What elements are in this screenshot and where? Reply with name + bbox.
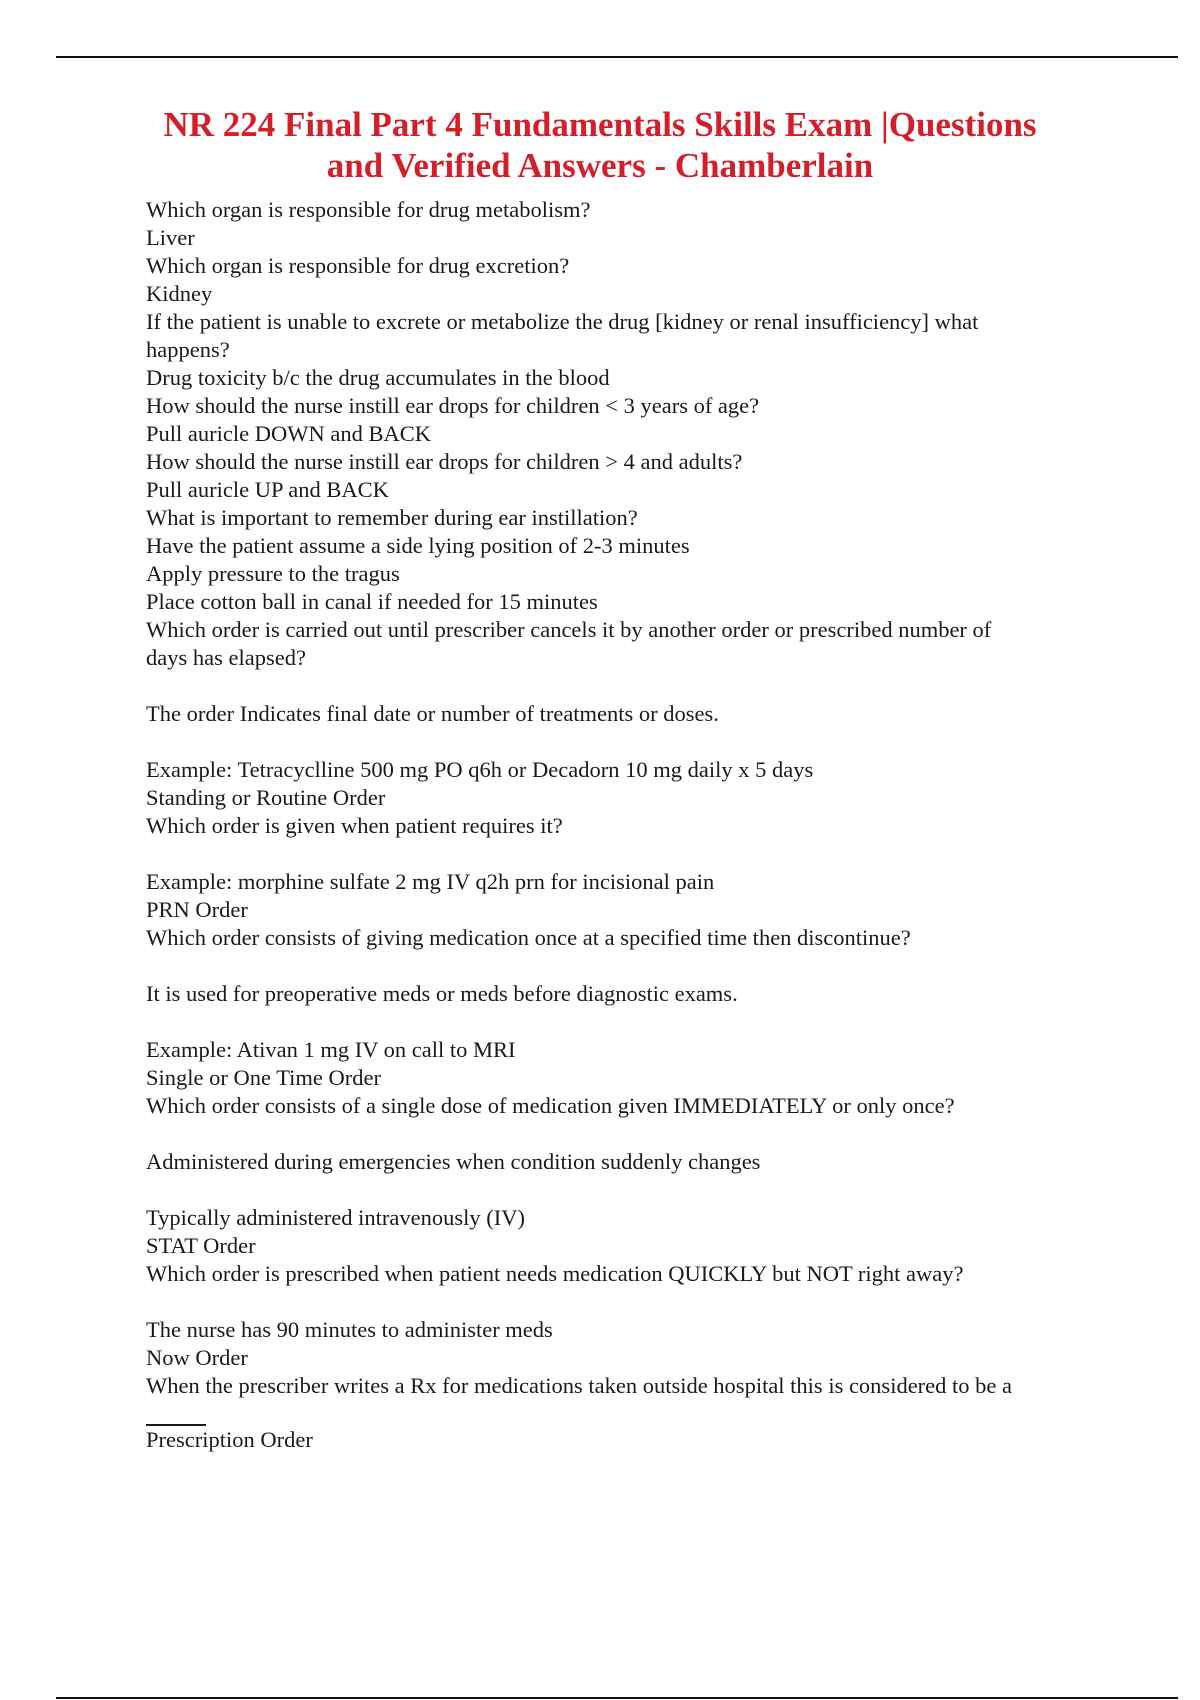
answer-text: Place cotton ball in canal if needed for 15 minutes: [146, 589, 598, 614]
question-text: If the patient is unable to excrete or metabolize the drug [kidney or renal insufficiency] what: [146, 309, 979, 334]
answer-text: Single or One Time Order: [146, 1065, 381, 1090]
answer-text: Apply pressure to the tragus: [146, 561, 400, 586]
answer-text: Now Order: [146, 1345, 248, 1370]
blank-line: [146, 1008, 1096, 1036]
title-line-2: and Verified Answers - Chamberlain: [326, 146, 874, 185]
question-text: Typically administered intravenously (IV): [146, 1205, 525, 1230]
question-text: The order Indicates final date or number of treatments or doses.: [146, 701, 719, 726]
question-text: Which order consists of a single dose of medication given IMMEDIATELY or only once?: [146, 1093, 955, 1118]
question-text: When the prescriber writes a Rx for medications taken outside hospital this is considered to be a: [146, 1373, 1013, 1398]
blank-line: [146, 672, 1096, 700]
title-line-1: NR 224 Final Part 4 Fundamentals Skills Exam |Questions: [163, 105, 1037, 144]
blank-line: [146, 728, 1096, 756]
question-text: It is used for preoperative meds or meds before diagnostic exams.: [146, 981, 738, 1006]
blank-line: [146, 1176, 1096, 1204]
question-text: How should the nurse instill ear drops for children > 4 and adults?: [146, 449, 743, 474]
document-title: [120, 104, 1080, 186]
question-text: Which order is carried out until prescriber cancels it by another order or prescribed number of: [146, 617, 992, 642]
answer-text: Prescription Order: [146, 1427, 313, 1452]
question-text: Which organ is responsible for drug excretion?: [146, 253, 570, 278]
blank-line: [146, 1120, 1096, 1148]
top-rule: [56, 56, 1178, 58]
question-text: Example: Tetracyclline 500 mg PO q6h or Decadorn 10 mg daily x 5 days: [146, 757, 814, 782]
answer-text: PRN Order: [146, 897, 248, 922]
answer-text: Pull auricle UP and BACK: [146, 477, 389, 502]
answer-text: Kidney: [146, 281, 213, 306]
blank-line: [146, 1288, 1096, 1316]
document-body: [146, 196, 1096, 1454]
answer-text: Drug toxicity b/c the drug accumulates in the blood: [146, 365, 610, 390]
blank-line: [146, 1400, 1096, 1424]
blank-line: [146, 952, 1096, 980]
answer-text: Pull auricle DOWN and BACK: [146, 421, 431, 446]
question-text: Which order is given when patient requires it?: [146, 813, 563, 838]
question-text: What is important to remember during ear instillation?: [146, 505, 638, 530]
question-text: How should the nurse instill ear drops for children < 3 years of age?: [146, 393, 760, 418]
blank-line: [146, 840, 1096, 868]
question-text: days has elapsed?: [146, 645, 306, 670]
question-text: Which organ is responsible for drug metabolism?: [146, 197, 591, 222]
question-text: Example: Ativan 1 mg IV on call to MRI: [146, 1037, 516, 1062]
answer-text: STAT Order: [146, 1233, 256, 1258]
question-text: Administered during emergencies when condition suddenly changes: [146, 1149, 761, 1174]
answer-text: Standing or Routine Order: [146, 785, 386, 810]
answer-text: Liver: [146, 225, 195, 250]
bottom-rule: [56, 1697, 1178, 1699]
question-text: happens?: [146, 337, 230, 362]
question-text: Example: morphine sulfate 2 mg IV q2h prn for incisional pain: [146, 869, 715, 894]
answer-text: Have the patient assume a side lying position of 2-3 minutes: [146, 533, 690, 558]
question-text: Which order consists of giving medication once at a specified time then discontinue?: [146, 925, 911, 950]
question-text: Which order is prescribed when patient needs medication QUICKLY but NOT right away?: [146, 1261, 964, 1286]
question-text: The nurse has 90 minutes to administer meds: [146, 1317, 553, 1342]
